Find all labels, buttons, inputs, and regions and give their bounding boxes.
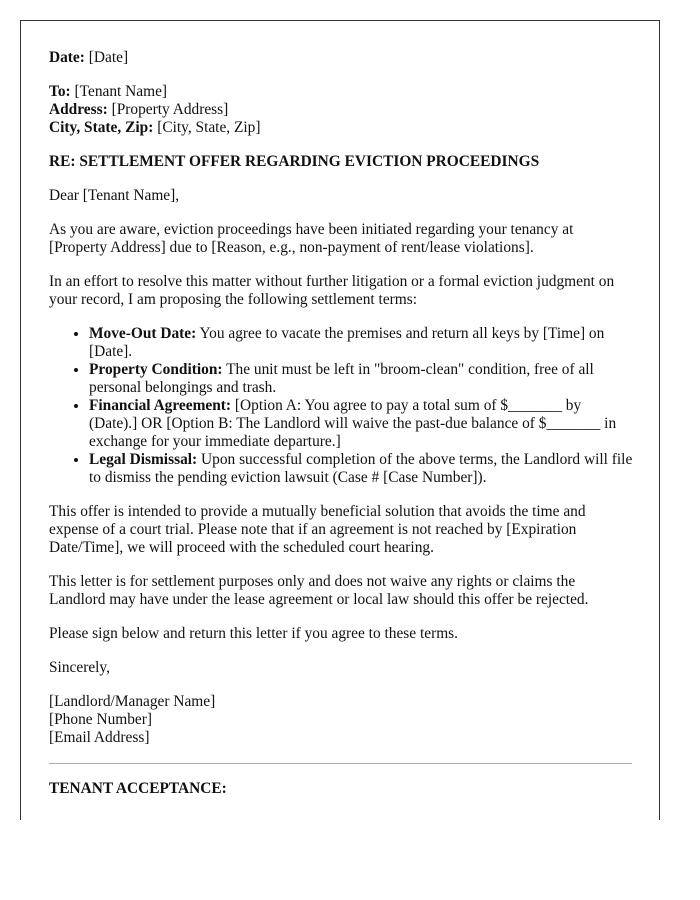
- address-value: [Property Address]: [111, 101, 229, 118]
- closing: Sincerely,: [49, 659, 110, 676]
- date-value: [Date]: [88, 49, 129, 66]
- term-text: [Option A: You agree to pay a total sum of $_______ by (Date).] OR [Option B: The Landlord will waive the past-due balance of $_______ in exchange for your immediate departure.]: [89, 397, 617, 450]
- city-label: City, State, Zip:: [49, 119, 154, 136]
- list-item: [89, 397, 633, 451]
- address-line: [49, 101, 633, 119]
- paragraph-intro: As you are aware, eviction proceedings have been initiated regarding your tenancy at [Property Address] due to [Reason, e.g., non-payment of rent/lease violations].: [49, 221, 574, 256]
- city-line: [49, 119, 633, 137]
- term-text: Upon successful completion of the above terms, the Landlord will file to dismiss the pending eviction lawsuit (Case # [Case Number]).: [89, 451, 633, 486]
- date-label: Date:: [49, 49, 85, 66]
- subject-line: RE: SETTLEMENT OFFER REGARDING EVICTION PROCEEDINGS: [49, 153, 540, 170]
- to-label: To:: [49, 83, 71, 100]
- paragraph-offer-intent: This offer is intended to provide a mutually beneficial solution that avoids the time and expense of a court trial. Please note that if an agreement is not reached by [Expiration Date/Time], we will proceed with the scheduled court hearing.: [49, 503, 586, 556]
- city-value: [City, State, Zip]: [157, 119, 261, 136]
- signature-email: [Email Address]: [49, 729, 150, 746]
- term-label: Move-Out Date:: [89, 325, 197, 342]
- section-divider: [49, 763, 632, 764]
- paragraph-sign-request: Please sign below and return this letter if you agree to these terms.: [49, 625, 459, 642]
- paragraph-proposal: In an effort to resolve this matter without further litigation or a formal eviction judgment on your record, I am proposing the following settlement terms:: [49, 273, 615, 308]
- settlement-terms-list: [49, 325, 633, 487]
- term-label: Financial Agreement:: [89, 397, 232, 414]
- salutation: Dear [Tenant Name],: [49, 187, 180, 204]
- letter-content: [49, 49, 633, 798]
- to-line: [49, 83, 633, 101]
- recipient-block: [49, 83, 633, 137]
- term-text: The unit must be left in "broom-clean" condition, free of all personal belongings and trash.: [89, 361, 594, 396]
- to-value: [Tenant Name]: [74, 83, 168, 100]
- tenant-acceptance-heading: TENANT ACCEPTANCE:: [49, 780, 227, 797]
- address-label: Address:: [49, 101, 108, 118]
- signature-phone: [Phone Number]: [49, 711, 153, 728]
- list-item: [89, 325, 633, 361]
- list-item: [89, 361, 633, 397]
- signature-name: [Landlord/Manager Name]: [49, 693, 216, 710]
- paragraph-settlement-purposes: This letter is for settlement purposes only and does not waive any rights or claims the Landlord may have under the lease agreement or local law should this offer be rejected.: [49, 573, 589, 608]
- signature-block: [49, 693, 633, 747]
- term-label: Property Condition:: [89, 361, 223, 378]
- term-text: You agree to vacate the premises and return all keys by [Time] on [Date].: [89, 325, 605, 360]
- term-label: Legal Dismissal:: [89, 451, 198, 468]
- letter-page: [20, 20, 660, 820]
- list-item: [89, 451, 633, 487]
- date-line: [49, 49, 633, 67]
